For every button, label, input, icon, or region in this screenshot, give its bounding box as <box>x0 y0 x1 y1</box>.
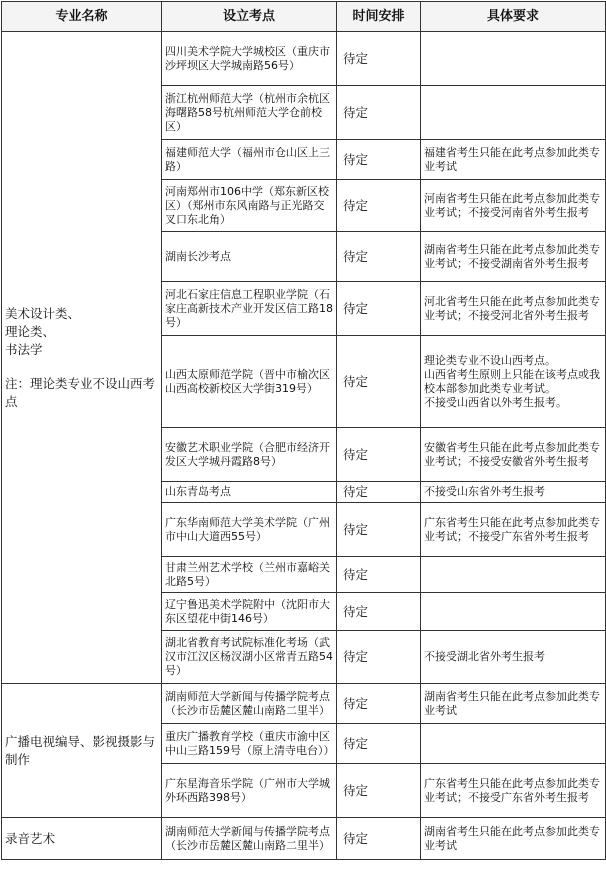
time-cell: 待定 <box>337 724 421 764</box>
site-cell: 安徽艺术职业学院（合肥市经济开发区大学城丹霞路8号） <box>162 428 337 482</box>
requirement-cell: 不接受湖北省外考生报考 <box>421 631 606 684</box>
requirement-cell: 广东省考生只能在此考点参加此类专业考试；不接受广东省外考生报考 <box>421 503 606 557</box>
time-cell: 待定 <box>337 764 421 818</box>
major-cell <box>2 818 162 860</box>
requirement-cell: 安徽省考生只能在此考点参加此类专业考试；不接受安徽省外考生报考 <box>421 428 606 482</box>
time-cell: 待定 <box>337 282 421 336</box>
site-cell: 湖北省教育考试院标准化考场（武汉市江汉区杨汊湖小区常青五路54号） <box>162 631 337 684</box>
site-cell: 福建师范大学（福州市仓山区上三路） <box>162 140 337 180</box>
site-cell: 河北石家庄信息工程职业学院（石家庄高新技术产业开发区信工路18号） <box>162 282 337 336</box>
requirement-cell: 湖南省考生只能在此考点参加此类专业考试 <box>421 684 606 724</box>
site-cell: 河南郑州市106中学（郑东新区校区）（郑州市东风南路与正光路交叉口东北角） <box>162 180 337 232</box>
site-cell: 浙江杭州师范大学（杭州市余杭区海曙路58号杭州师范大学仓前校区） <box>162 86 337 140</box>
site-cell: 重庆广播教育学校（重庆市渝中区中山三路159号（原上清寺电台）） <box>162 724 337 764</box>
time-cell: 待定 <box>337 32 421 86</box>
major-cell <box>2 32 162 684</box>
header-major: 专业名称 <box>2 2 162 32</box>
site-cell: 湖南长沙考点 <box>162 232 337 282</box>
requirement-cell <box>421 86 606 140</box>
site-cell: 湖南师范大学新闻与传播学院考点（长沙市岳麓区麓山南路二里半） <box>162 818 337 860</box>
requirement-cell <box>421 557 606 593</box>
requirement-cell: 河南省考生只能在此考点参加此类专业考试；不接受河南省外考生报考 <box>421 180 606 232</box>
exam-site-table <box>1 1 606 860</box>
requirement-cell: 理论类专业不设山西考点。 山西省考生原则上只能在该考点或我校本部参加此类专业考试。 不接受山西省以外考生报考。 <box>421 336 606 428</box>
table-body <box>2 32 606 860</box>
time-cell: 待定 <box>337 86 421 140</box>
major-name: 广播电视编导、影视摄影与制作 <box>5 733 156 767</box>
major-note: 注：理论类专业不设山西考点 <box>5 375 156 409</box>
time-cell: 待定 <box>337 503 421 557</box>
site-cell: 山西太原师范学院（晋中市榆次区山西高校新校区大学街319号） <box>162 336 337 428</box>
table-row <box>2 818 606 860</box>
site-cell: 甘肃兰州艺术学校（兰州市嘉峪关北路5号） <box>162 557 337 593</box>
site-cell: 四川美术学院大学城校区（重庆市沙坪坝区大学城南路56号） <box>162 32 337 86</box>
time-cell: 待定 <box>337 140 421 180</box>
time-cell: 待定 <box>337 818 421 860</box>
site-cell: 广东华南师范大学美术学院（广州市中山大道西55号） <box>162 503 337 557</box>
requirement-cell: 不接受山东省外考生报考 <box>421 482 606 503</box>
site-cell: 广东星海音乐学院（广州市大学城外环西路398号） <box>162 764 337 818</box>
table-row <box>2 684 606 724</box>
site-cell: 湖南师范大学新闻与传播学院考点（长沙市岳麓区麓山南路二里半） <box>162 684 337 724</box>
time-cell: 待定 <box>337 593 421 631</box>
requirement-cell: 湖南省考生只能在此考点参加此类专业考试 <box>421 818 606 860</box>
header-row <box>2 2 606 32</box>
requirement-cell: 河北省考生只能在此考点参加此类专业考试；不接受河北省外考生报考 <box>421 282 606 336</box>
header-site: 设立考点 <box>162 2 337 32</box>
requirement-cell <box>421 724 606 764</box>
requirement-cell <box>421 32 606 86</box>
time-cell: 待定 <box>337 336 421 428</box>
requirement-cell: 福建省考生只能在此考点参加此类专业考试 <box>421 140 606 180</box>
time-cell: 待定 <box>337 482 421 503</box>
time-cell: 待定 <box>337 557 421 593</box>
header-requirement: 具体要求 <box>421 2 606 32</box>
major-cell <box>2 684 162 818</box>
time-cell: 待定 <box>337 232 421 282</box>
site-cell: 辽宁鲁迅美术学院附中（沈阳市大东区望花中街146号） <box>162 593 337 631</box>
time-cell: 待定 <box>337 631 421 684</box>
major-name: 录音艺术 <box>5 830 56 846</box>
major-name: 美术设计类、 理论类、 书法学 <box>5 305 81 357</box>
time-cell: 待定 <box>337 684 421 724</box>
time-cell: 待定 <box>337 428 421 482</box>
table-row <box>2 32 606 86</box>
requirement-cell: 湖南省考生只能在此考点参加此类专业考试；不接受湖南省外考生报考 <box>421 232 606 282</box>
site-cell: 山东青岛考点 <box>162 482 337 503</box>
header-time: 时间安排 <box>337 2 421 32</box>
requirement-cell: 广东省考生只能在此考点参加此类专业考试；不接受广东省外考生报考 <box>421 764 606 818</box>
time-cell: 待定 <box>337 180 421 232</box>
requirement-cell <box>421 593 606 631</box>
